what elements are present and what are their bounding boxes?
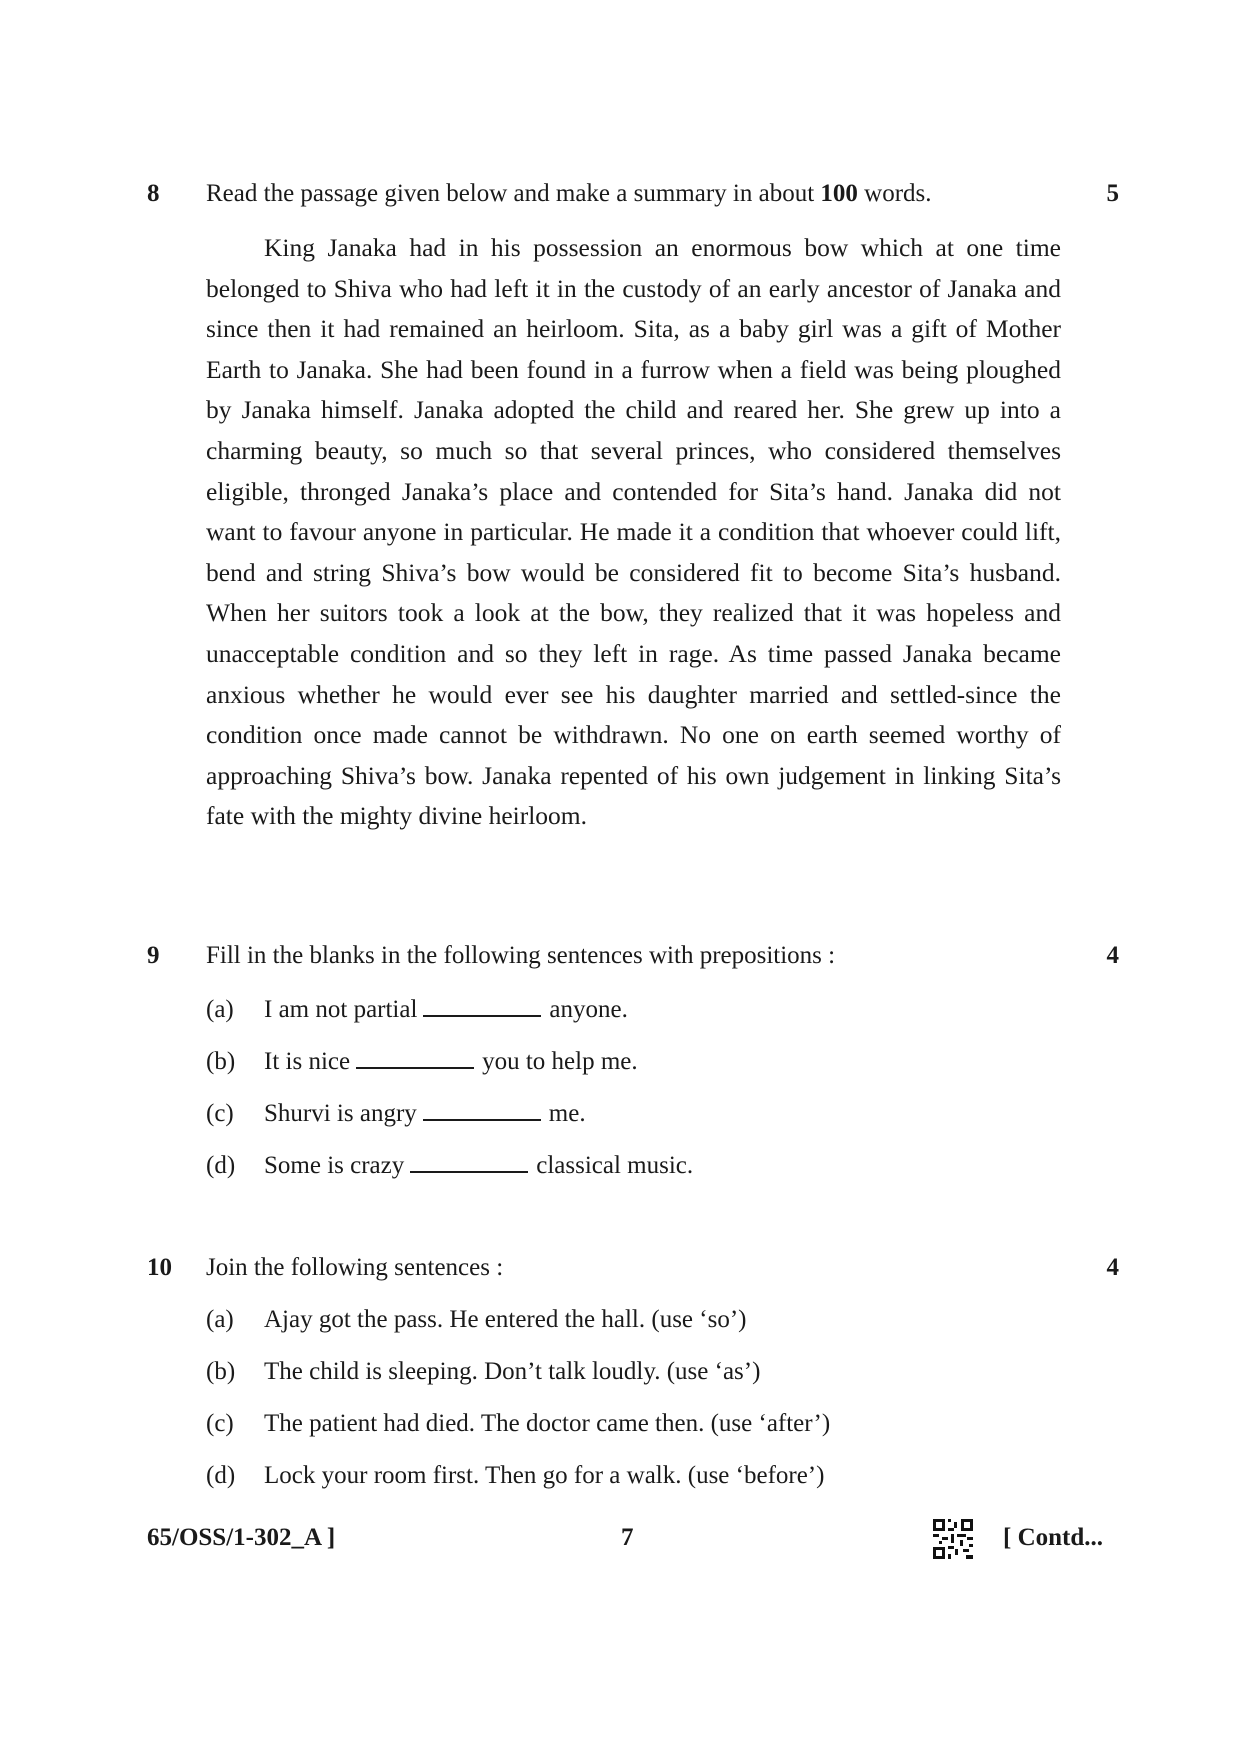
question-marks: 5 <box>1106 180 1119 207</box>
question-number: 8 <box>147 180 160 207</box>
list-item: (a) I am not partial anyone. <box>206 996 628 1023</box>
answer-blank[interactable] <box>356 1047 474 1069</box>
contd-label: [ Contd... <box>1003 1524 1104 1551</box>
question-instruction: Join the following sentences : <box>206 1254 504 1281</box>
question-marks: 4 <box>1106 1254 1119 1281</box>
qr-code-icon <box>933 1519 973 1559</box>
list-item: (a) Ajay got the pass. He entered the hall. (use ‘so’) <box>206 1306 747 1333</box>
answer-blank[interactable] <box>423 1099 541 1121</box>
list-item: (b) It is nice you to help me. <box>206 1048 638 1075</box>
paper-code: 65/OSS/1-302_A ] <box>147 1524 336 1551</box>
question-number: 10 <box>147 1254 172 1281</box>
list-item: (b) The child is sleeping. Don’t talk loudly. (use ‘as’) <box>206 1358 761 1385</box>
page-number: 7 <box>621 1524 634 1551</box>
passage-text: King Janaka had in his possession an enormous bow which at one time belonged to Shiva who had left it in the custody of an early ancestor of Janaka and since then it had remained an heirloom. Sita, as a baby girl was a gift of Mother Earth to Janaka. She had been found in a furrow when a field was being ploughed by Janaka himself. Janaka adopted the child and reared her. She grew up into a charming beauty, so much so that several princes, who considered themselves eligible, thronged Janaka’s place and contended for Sita’s hand. Janaka did not want to favour anyone in particular. He made it a condition that whoever could lift, bend and string Shiva’s bow would be considered fit to become Sita’s husband. When her suitors took a look at the bow, they realized that it was hopeless and unacceptable condition and so they left in rage. As time passed Janaka became anxious whether he would ever see his daughter married and settled-since the condition once made cannot be withdrawn. No one on earth seemed worthy of approaching Shiva’s bow. Janaka repented of his own judgement in linking Sita’s fate with the mighty divine heirloom. <box>206 233 1061 831</box>
list-item: (d) Some is crazy classical music. <box>206 1152 694 1179</box>
list-item: (c) The patient had died. The doctor came then. (use ‘after’) <box>206 1410 831 1437</box>
question-marks: 4 <box>1106 942 1119 969</box>
answer-blank[interactable] <box>410 1151 528 1173</box>
answer-blank[interactable] <box>423 995 541 1017</box>
list-item: (d) Lock your room first. Then go for a walk. (use ‘before’) <box>206 1462 825 1489</box>
list-item: (c) Shurvi is angry me. <box>206 1100 586 1127</box>
question-number: 9 <box>147 942 160 969</box>
question-instruction: Read the passage given below and make a summary in about 100 words. <box>206 180 932 207</box>
question-instruction: Fill in the blanks in the following sentences with prepositions : <box>206 942 836 969</box>
